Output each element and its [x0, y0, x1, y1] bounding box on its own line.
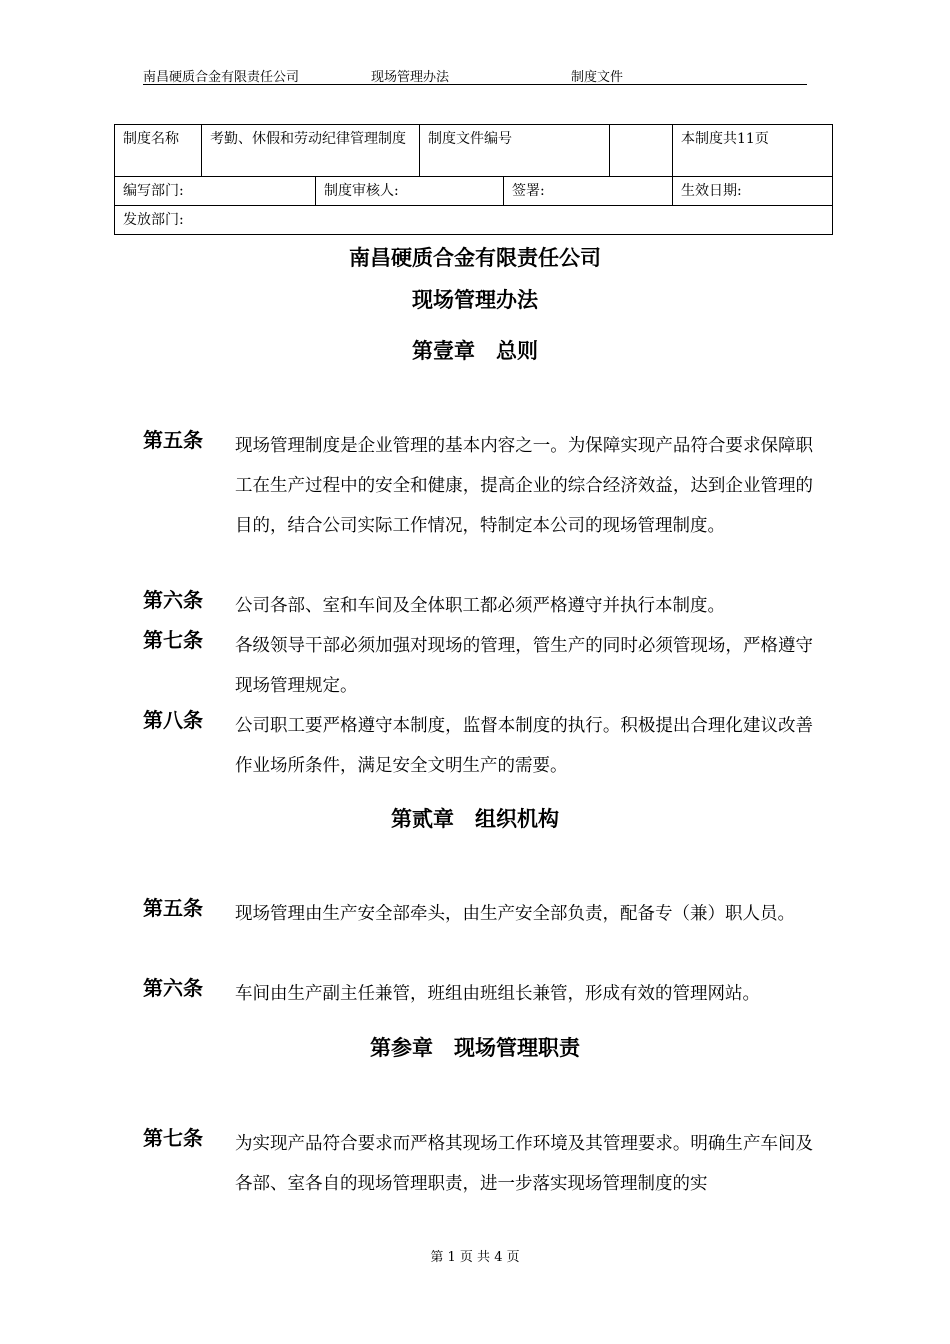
article-text: 现场管理制度是企业管理的基本内容之一。为保障实现产品符合要求保障职工在生产过程中的安全和健康，提高企业的综合经济效益，达到企业管理的目的，结合公司实际工作情况，特制定本公司的现场管理制度。: [235, 436, 813, 536]
article: [143, 586, 813, 626]
article: [143, 426, 813, 546]
code-label: 制度文件编号: [420, 125, 610, 177]
article-label: 第五条: [143, 896, 203, 920]
code-value: [610, 125, 673, 177]
meta-table: [114, 124, 833, 235]
header-doc: 现场管理办法: [371, 70, 450, 85]
effective-label: 生效日期:: [673, 177, 833, 206]
article-label: 第六条: [143, 588, 203, 612]
chapter-1-heading: 第壹章 总则: [412, 339, 538, 363]
article-text: 公司职工要严格遵守本制度，监督本制度的执行。积极提出合理化建议改善作业场所条件，满足安全文明生产的需要。: [235, 716, 813, 776]
article: [143, 626, 813, 706]
page-header: [143, 64, 807, 85]
article-text: 各级领导干部必须加强对现场的管理，管生产的同时必须管现场，严格遵守现场管理规定。: [235, 636, 813, 696]
article-label: 第八条: [143, 708, 203, 732]
article: [143, 1124, 813, 1204]
sign-label: 签署:: [504, 177, 673, 206]
article-label: 第七条: [143, 1126, 203, 1150]
article: [143, 894, 813, 934]
article: [143, 706, 813, 786]
header-company: 南昌硬质合金有限责任公司: [143, 70, 300, 85]
header-type: 制度文件: [571, 70, 624, 85]
article-text: 公司各部、室和车间及全体职工都必须严格遵守并执行本制度。: [235, 596, 725, 616]
page-footer: 第 1 页 共 4 页: [430, 1250, 520, 1265]
article-text: 为实现产品符合要求而严格其现场工作环境及其管理要求。明确生产车间及各部、室各自的现场管理职责，进一步落实现场管理制度的实: [235, 1134, 813, 1194]
chapter-2-heading: 第贰章 组织机构: [391, 807, 559, 831]
title-doc: 现场管理办法: [412, 288, 538, 312]
pages-count: 本制度共11页: [673, 125, 833, 177]
article-label: 第七条: [143, 628, 203, 652]
article-text: 现场管理由生产安全部牵头，由生产安全部负责，配备专（兼）职人员。: [235, 904, 795, 924]
article: [143, 974, 813, 1014]
name-label: 制度名称: [115, 125, 202, 177]
article-text: 车间由生产副主任兼管，班组由班组长兼管，形成有效的管理网站。: [235, 984, 760, 1004]
name-value: 考勤、休假和劳动纪律管理制度: [202, 125, 420, 177]
dept-label: 编写部门:: [115, 177, 316, 206]
article-label: 第六条: [143, 976, 203, 1000]
article-label: 第五条: [143, 428, 203, 452]
chapter-3-heading: 第参章 现场管理职责: [370, 1036, 580, 1060]
reviewer-label: 制度审核人:: [316, 177, 504, 206]
issue-label: 发放部门:: [115, 206, 833, 235]
title-company: 南昌硬质合金有限责任公司: [349, 246, 601, 270]
